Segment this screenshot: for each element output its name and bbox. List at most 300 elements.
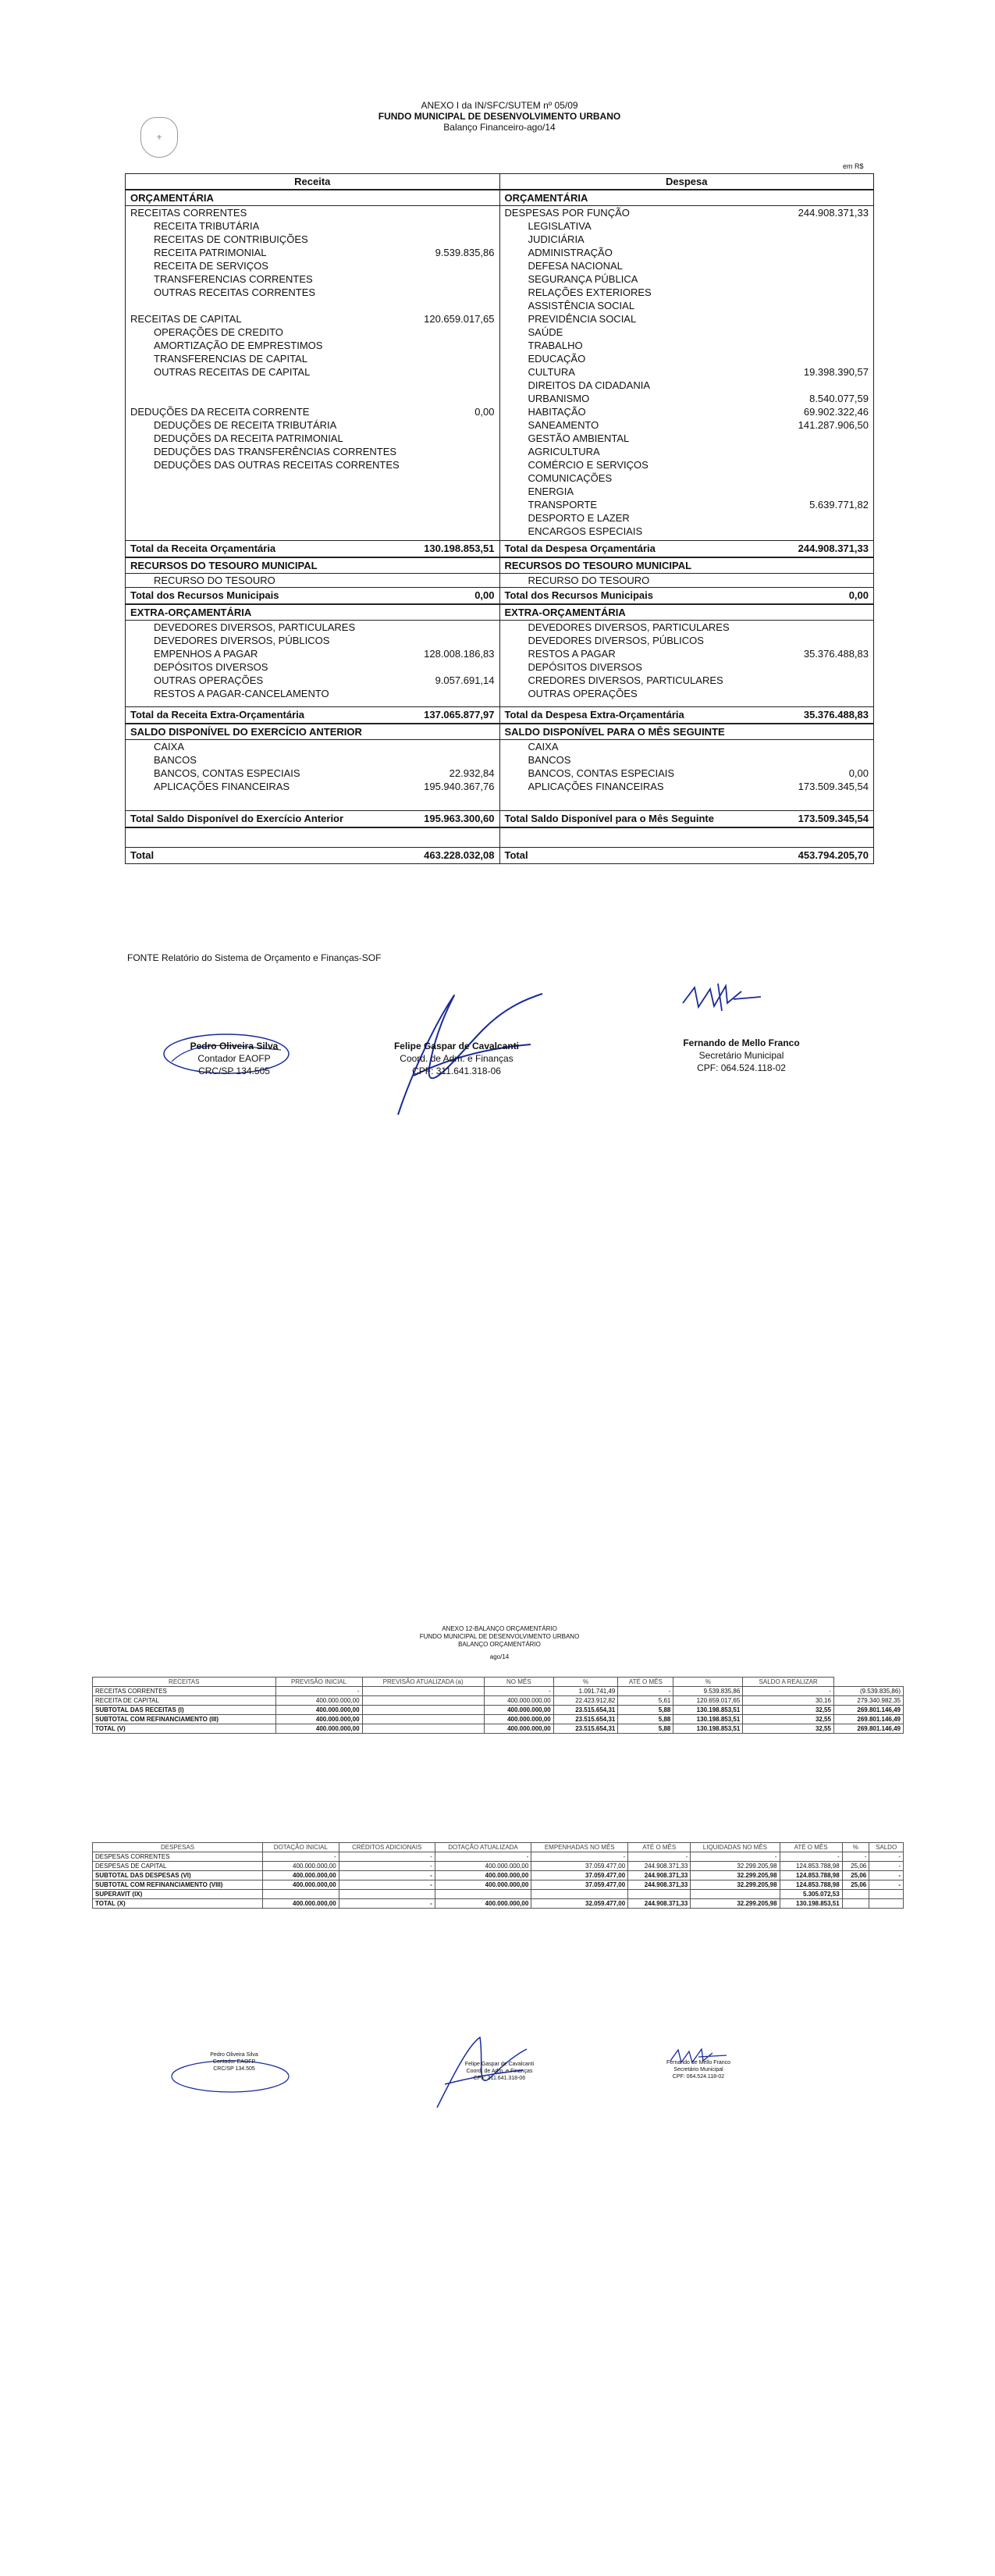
receitas-column-header: SALDO A REALIZAR xyxy=(743,1678,834,1687)
extra-despesa-row xyxy=(500,687,874,700)
despesas-column-header: CRÉDITOS ADICIONAIS xyxy=(339,1843,435,1852)
receita-row xyxy=(126,339,499,352)
extra-receita-row xyxy=(126,687,499,700)
despesas-cell: - xyxy=(263,1852,339,1862)
despesa-row xyxy=(500,365,874,379)
despesa-label: SAÚDE xyxy=(528,326,563,338)
receita-value: 0,00 xyxy=(474,406,495,418)
receitas-cell: 32,55 xyxy=(743,1715,834,1724)
despesa-row xyxy=(500,352,874,365)
extra-right-rows xyxy=(500,621,874,706)
despesas-cell: 32.299.205,98 xyxy=(691,1899,780,1909)
despesas-cell xyxy=(869,1890,904,1899)
receitas-cell: - xyxy=(618,1687,673,1696)
despesas-cell: - xyxy=(339,1871,435,1880)
despesas-row xyxy=(93,1880,904,1890)
receitas-cell: 5,88 xyxy=(618,1715,673,1724)
signature-block-p2-2: Felipe Gaspar de Cavalcanti Coord. de Adm. e Finanças CPF: 311.641.318-06 xyxy=(464,2062,535,2081)
despesa-row xyxy=(500,432,874,445)
receita-label: DEDUÇÕES DA RECEITA CORRENTE xyxy=(130,406,310,418)
despesas-cell: 124.853.788,98 xyxy=(780,1871,842,1880)
receitas-cell: 279.340.982,35 xyxy=(833,1696,903,1706)
despesas-row-label: SUPERAVIT (IX) xyxy=(93,1890,263,1899)
receita-row xyxy=(126,246,499,259)
despesas-cell: - xyxy=(691,1852,780,1862)
receita-row xyxy=(126,286,499,299)
despesa-label: AGRICULTURA xyxy=(528,446,600,457)
saldo-seguinte-label: CAIXA xyxy=(528,741,559,753)
extra-despesa-row xyxy=(500,660,874,674)
annex-title: ANEXO I da IN/SFC/SUTEM nº 05/09 xyxy=(421,100,578,111)
despesa-label: URBANISMO xyxy=(528,393,590,404)
orc-right-total: Total da Despesa Orçamentária 244.908.371,33 xyxy=(500,540,874,558)
entity-title: FUNDO MUNICIPAL DE DESENVOLVIMENTO URBANO xyxy=(378,111,621,122)
grand-right-total: Total 453.794.205,70 xyxy=(500,847,874,863)
receita-row xyxy=(126,233,499,246)
despesas-column-header: LIQUIDADAS NO MÊS xyxy=(691,1843,780,1852)
despesa-row xyxy=(500,326,874,339)
despesa-row xyxy=(500,525,874,538)
despesa-label: HABITAÇÃO xyxy=(528,406,586,418)
orc-left-total: Total da Receita Orçamentária 130.198.853,51 xyxy=(126,540,500,558)
receitas-cell: 400.000.000,00 xyxy=(484,1724,553,1734)
extra-left-rows xyxy=(126,621,500,706)
extra-right-total: Total da Despesa Extra-Orçamentária 35.376.488,83 xyxy=(500,706,874,724)
extra-receita-row xyxy=(126,634,499,647)
signature-block-3: Fernando de Mello Franco Secretário Municipal CPF: 064.524.118-02 xyxy=(683,1037,800,1073)
despesa-row xyxy=(500,418,874,432)
despesas-cell: - xyxy=(339,1862,435,1871)
receitas-cell: 269.801.146,49 xyxy=(833,1724,903,1734)
despesa-label: TRANSPORTE xyxy=(528,499,598,511)
despesa-row xyxy=(500,206,874,219)
receitas-row xyxy=(93,1706,904,1715)
receita-label: RECEITAS DE CONTRIBUIÇÕES xyxy=(154,233,308,245)
receitas-column-header: ATÉ O MÊS xyxy=(618,1678,673,1687)
despesas-cell: 244.908.371,33 xyxy=(628,1862,691,1871)
receita-label: DEDUÇÕES DAS TRANSFERÊNCIAS CORRENTES xyxy=(154,446,397,457)
extra-receita-label: DEVEDORES DIVERSOS, PÚBLICOS xyxy=(154,635,330,646)
receitas-cell xyxy=(362,1724,484,1734)
despesa-row xyxy=(500,246,874,259)
despesas-cell: 400.000.000,00 xyxy=(263,1880,339,1890)
extra-despesa-row xyxy=(500,634,874,647)
despesas-cell: 130.198.853,51 xyxy=(780,1899,842,1909)
despesas-row xyxy=(93,1862,904,1871)
tesouro-right-row: RECURSO DO TESOURO xyxy=(528,575,650,586)
despesas-cell xyxy=(339,1890,435,1899)
receita-row xyxy=(126,299,499,312)
receita-row xyxy=(126,272,499,286)
despesas-cell: 400.000.000,00 xyxy=(435,1880,531,1890)
extra-despesa-label: DEPÓSITOS DIVERSOS xyxy=(528,661,642,673)
receitas-cell: 5,88 xyxy=(618,1724,673,1734)
despesa-row xyxy=(500,233,874,246)
source-note: FONTE Relatório do Sistema de Orçamento e Finanças-SOF xyxy=(127,952,382,963)
receitas-cell: 130.198.853,51 xyxy=(673,1706,743,1715)
despesa-value: 69.902.322,46 xyxy=(803,406,869,418)
saldo-anterior-row xyxy=(126,740,499,753)
extra-despesa-row xyxy=(500,647,874,660)
despesa-header: Despesa xyxy=(666,176,708,187)
extra-left-total: Total da Receita Extra-Orçamentária 137.065.877,97 xyxy=(126,706,500,724)
receitas-cell: - xyxy=(275,1687,362,1696)
despesas-cell: 400.000.000,00 xyxy=(435,1871,531,1880)
receita-label: OUTRAS RECEITAS DE CAPITAL xyxy=(154,366,311,378)
despesas-cell: - xyxy=(628,1852,691,1862)
despesas-column-header: ATÉ O MÊS xyxy=(780,1843,842,1852)
receitas-cell: - xyxy=(743,1687,834,1696)
receita-row xyxy=(126,432,499,445)
municipal-crest-icon: ⚜ xyxy=(140,117,178,158)
despesas-cell: - xyxy=(842,1852,869,1862)
signature-scribble-fernando xyxy=(679,980,765,1023)
receita-row xyxy=(126,445,499,458)
receitas-cell: 23.515.654,31 xyxy=(553,1706,618,1715)
despesa-label: ADMINISTRAÇÃO xyxy=(528,247,613,258)
receita-label: RECEITA TRIBUTÁRIA xyxy=(154,220,260,232)
extra-receita-value: 9.057.691,14 xyxy=(435,674,495,686)
receitas-cell: 400.000.000,00 xyxy=(484,1715,553,1724)
despesas-cell: 25,06 xyxy=(842,1880,869,1890)
extra-receita-row xyxy=(126,647,499,660)
despesas-column-header: % xyxy=(842,1843,869,1852)
saldo-left-title: SALDO DISPONÍVEL DO EXERCÍCIO ANTERIOR xyxy=(126,724,500,740)
despesas-column-header: DOTAÇÃO ATUALIZADA xyxy=(435,1843,531,1852)
extra-despesa-label: OUTRAS OPERAÇÕES xyxy=(528,688,638,699)
despesas-cell: - xyxy=(339,1852,435,1862)
signature-block-p2-1: Pedro Oliveira Silva Contador EAOFP CRC/SP 134.505 xyxy=(210,2052,258,2072)
despesas-cell: - xyxy=(869,1880,904,1890)
signature-block-1: Pedro Oliveira Silva Contador EAOFP CRC/SP 134.505 xyxy=(190,1041,279,1076)
extra-receita-label: RESTOS A PAGAR-CANCELAMENTO xyxy=(154,688,329,699)
receitas-cell: 400.000.000,00 xyxy=(275,1706,362,1715)
receita-label: RECEITAS DE CAPITAL xyxy=(130,313,242,325)
receitas-cell: 5,61 xyxy=(618,1696,673,1706)
receitas-cell: 23.515.654,31 xyxy=(553,1715,618,1724)
despesas-cell xyxy=(842,1890,869,1899)
orc-left-rows xyxy=(126,206,500,540)
despesa-row xyxy=(500,498,874,511)
despesas-cell: 37.059.477,00 xyxy=(531,1862,628,1871)
despesas-row-label: TOTAL (X) xyxy=(93,1899,263,1909)
extra-despesa-value: 35.376.488,83 xyxy=(803,648,869,660)
receita-label: DEDUÇÕES DAS OUTRAS RECEITAS CORRENTES xyxy=(154,459,400,471)
page1-header xyxy=(234,100,765,133)
saldo-anterior-label: APLICAÇÕES FINANCEIRAS xyxy=(154,781,290,792)
despesas-table xyxy=(92,1842,904,1909)
despesa-row xyxy=(500,405,874,418)
saldo-right-rows xyxy=(500,740,874,810)
saldo-seguinte-row xyxy=(500,767,874,780)
receitas-cell: - xyxy=(484,1687,553,1696)
despesa-label: SANEAMENTO xyxy=(528,419,599,431)
despesas-row-label: SUBTOTAL COM REFINANCIAMENTO (VIII) xyxy=(93,1880,263,1890)
despesas-cell: 400.000.000,00 xyxy=(263,1871,339,1880)
receitas-column-header: PREVISÃO ATUALIZADA (a) xyxy=(362,1678,484,1687)
receitas-cell: 9.539.835,86 xyxy=(673,1687,743,1696)
despesas-cell: - xyxy=(531,1852,628,1862)
receita-value: 9.539.835,86 xyxy=(435,247,495,258)
despesa-label: TRABALHO xyxy=(528,340,583,351)
despesa-row xyxy=(500,272,874,286)
despesa-label: LEGISLATIVA xyxy=(528,220,592,232)
receitas-cell: 32,55 xyxy=(743,1724,834,1734)
despesa-row xyxy=(500,259,874,272)
receita-label: OPERAÇÕES DE CREDITO xyxy=(154,326,283,338)
despesa-row xyxy=(500,379,874,392)
despesa-label: ENERGIA xyxy=(528,486,574,497)
despesas-cell xyxy=(263,1890,339,1899)
receitas-cell: 400.000.000,00 xyxy=(484,1706,553,1715)
receita-label: RECEITAS CORRENTES xyxy=(130,207,247,219)
despesa-label: COMÉRCIO E SERVIÇOS xyxy=(528,459,649,471)
tesouro-right-title: RECURSOS DO TESOURO MUNICIPAL xyxy=(500,558,874,574)
unit-label: em R$ xyxy=(843,162,864,170)
despesa-label: RELAÇÕES EXTERIORES xyxy=(528,286,652,298)
despesas-row-label: DESPESAS CORRENTES xyxy=(93,1852,263,1862)
receitas-table xyxy=(92,1677,904,1734)
balance-sheet-table xyxy=(125,173,874,864)
orc-left-title: ORÇAMENTÁRIA xyxy=(126,190,500,206)
despesa-label: JUDICIÁRIA xyxy=(528,233,585,245)
despesas-column-header: DESPESAS xyxy=(93,1843,263,1852)
despesa-label: CULTURA xyxy=(528,366,575,378)
receitas-row-label: RECEITA DE CAPITAL xyxy=(93,1696,276,1706)
saldo-anterior-label: BANCOS xyxy=(154,754,197,766)
despesas-cell: 244.908.371,33 xyxy=(628,1871,691,1880)
receitas-cell: 130.198.853,51 xyxy=(673,1724,743,1734)
despesas-cell: 32.059.477,00 xyxy=(531,1899,628,1909)
receitas-row xyxy=(93,1715,904,1724)
receitas-cell xyxy=(362,1696,484,1706)
receita-label: AMORTIZAÇÃO DE EMPRESTIMOS xyxy=(154,340,323,351)
despesas-row xyxy=(93,1852,904,1862)
despesas-cell: 124.853.788,98 xyxy=(780,1862,842,1871)
receita-row xyxy=(126,352,499,365)
extra-despesa-label: RESTOS A PAGAR xyxy=(528,648,616,660)
receitas-cell: 30,16 xyxy=(743,1696,834,1706)
despesa-value: 244.908.371,33 xyxy=(798,207,869,219)
saldo-seguinte-label: APLICAÇÕES FINANCEIRAS xyxy=(528,781,664,792)
saldo-anterior-value: 195.940.367,76 xyxy=(424,781,495,792)
receitas-cell: 400.000.000,00 xyxy=(484,1696,553,1706)
extra-receita-label: EMPENHOS A PAGAR xyxy=(154,648,258,660)
receita-row xyxy=(126,379,499,392)
despesas-cell xyxy=(628,1890,691,1899)
despesas-cell: 37.059.477,00 xyxy=(531,1871,628,1880)
extra-receita-label: DEPÓSITOS DIVERSOS xyxy=(154,661,268,673)
receita-label: TRANSFERENCIAS CORRENTES xyxy=(154,273,313,285)
receitas-cell xyxy=(362,1715,484,1724)
receitas-cell: 400.000.000,00 xyxy=(275,1724,362,1734)
receita-row xyxy=(126,206,499,219)
receita-row xyxy=(126,392,499,405)
orc-right-rows xyxy=(500,206,874,540)
despesas-column-header: DOTAÇÃO INICIAL xyxy=(263,1843,339,1852)
extra-receita-row xyxy=(126,660,499,674)
extra-despesa-label: CREDORES DIVERSOS, PARTICULARES xyxy=(528,674,723,686)
despesas-cell: 400.000.000,00 xyxy=(435,1862,531,1871)
saldo-seguinte-row xyxy=(500,780,874,793)
saldo-anterior-row xyxy=(126,753,499,767)
receitas-column-header: PREVISÃO INICIAL xyxy=(275,1678,362,1687)
receitas-cell: 22.423.912,82 xyxy=(553,1696,618,1706)
tesouro-left-row: RECURSO DO TESOURO xyxy=(154,575,275,586)
despesas-row-label: SUBTOTAL DAS DESPESAS (VI) xyxy=(93,1871,263,1880)
receita-row xyxy=(126,219,499,233)
despesas-row xyxy=(93,1890,904,1899)
despesa-label: ASSISTÊNCIA SOCIAL xyxy=(528,300,635,311)
receita-header: Receita xyxy=(126,174,500,189)
despesa-row xyxy=(500,286,874,299)
despesas-cell: 37.059.477,00 xyxy=(531,1880,628,1890)
report-subtitle: Balanço Financeiro-ago/14 xyxy=(443,122,556,133)
despesa-value: 19.398.390,57 xyxy=(803,366,869,378)
receita-row xyxy=(126,365,499,379)
despesa-value: 8.540.077,59 xyxy=(809,393,869,404)
receitas-column-header: % xyxy=(553,1678,618,1687)
despesa-label: PREVIDÊNCIA SOCIAL xyxy=(528,313,637,325)
receita-row xyxy=(126,418,499,432)
saldo-seguinte-label: BANCOS, CONTAS ESPECIAIS xyxy=(528,767,675,779)
extra-receita-label: DEVEDORES DIVERSOS, PARTICULARES xyxy=(154,621,356,633)
despesas-cell: - xyxy=(780,1852,842,1862)
despesas-cell: 244.908.371,33 xyxy=(628,1880,691,1890)
extra-left-title: EXTRA-ORÇAMENTÁRIA xyxy=(126,605,500,621)
tesouro-left-title: RECURSOS DO TESOURO MUNICIPAL xyxy=(126,558,500,574)
receitas-cell: 1.091.741,49 xyxy=(553,1687,618,1696)
saldo-seguinte-value: 0,00 xyxy=(848,767,869,779)
receitas-row-label: SUBTOTAL COM REFINANCIAMENTO (III) xyxy=(93,1715,276,1724)
despesas-cell: 400.000.000,00 xyxy=(263,1862,339,1871)
despesas-cell: - xyxy=(339,1880,435,1890)
despesa-label: ENCARGOS ESPECIAIS xyxy=(528,525,643,537)
despesa-row xyxy=(500,485,874,498)
grand-left-total: Total 463.228.032,08 xyxy=(126,847,500,863)
despesas-cell: - xyxy=(869,1871,904,1880)
despesa-value: 5.639.771,82 xyxy=(809,499,869,511)
receitas-row xyxy=(93,1724,904,1734)
receita-label: DEDUÇÕES DA RECEITA PATRIMONIAL xyxy=(154,432,343,444)
despesas-column-header: EMPENHADAS NO MÊS xyxy=(531,1843,628,1852)
receitas-cell: (9.539.835,86) xyxy=(833,1687,903,1696)
saldo-anterior-row xyxy=(126,780,499,793)
receitas-column-header: % xyxy=(673,1678,743,1687)
receitas-cell: 32,55 xyxy=(743,1706,834,1715)
extra-receita-value: 128.008.186,83 xyxy=(424,648,495,660)
despesa-row xyxy=(500,511,874,525)
receitas-row-label: SUBTOTAL DAS RECEITAS (I) xyxy=(93,1706,276,1715)
receitas-cell: 23.515.654,31 xyxy=(553,1724,618,1734)
despesas-cell: 25,06 xyxy=(842,1862,869,1871)
despesa-label: EDUCAÇÃO xyxy=(528,353,586,365)
extra-despesa-label: DEVEDORES DIVERSOS, PARTICULARES xyxy=(528,621,730,633)
despesas-cell: 124.853.788,98 xyxy=(780,1880,842,1890)
despesa-row xyxy=(500,458,874,471)
despesas-cell: - xyxy=(869,1862,904,1871)
despesa-row xyxy=(500,312,874,326)
tesouro-right-total: Total dos Recursos Municipais 0,00 xyxy=(500,587,874,605)
saldo-right-title: SALDO DISPONÍVEL PARA O MÊS SEGUINTE xyxy=(500,724,874,740)
receitas-cell xyxy=(362,1687,484,1696)
saldo-seguinte-row xyxy=(500,753,874,767)
receita-row xyxy=(126,458,499,471)
despesas-cell xyxy=(691,1890,780,1899)
despesa-row xyxy=(500,339,874,352)
receitas-column-header: NO MÊS xyxy=(484,1678,553,1687)
receitas-row-label: TOTAL (V) xyxy=(93,1724,276,1734)
extra-right-title: EXTRA-ORÇAMENTÁRIA xyxy=(500,605,874,621)
despesa-row xyxy=(500,392,874,405)
despesas-cell: - xyxy=(435,1852,531,1862)
receita-row xyxy=(126,326,499,339)
saldo-anterior-label: CAIXA xyxy=(154,741,185,753)
receitas-cell: 400.000.000,00 xyxy=(275,1696,362,1706)
despesa-row xyxy=(500,445,874,458)
extra-despesa-label: DEVEDORES DIVERSOS, PÚBLICOS xyxy=(528,635,704,646)
receitas-row-label: RECEITAS CORRENTES xyxy=(93,1687,276,1696)
despesas-cell: 32.299.205,98 xyxy=(691,1880,780,1890)
despesas-cell: 400.000.000,00 xyxy=(435,1899,531,1909)
despesas-cell: 32.299.205,98 xyxy=(691,1862,780,1871)
receita-label: DEDUÇÕES DE RECEITA TRIBUTÁRIA xyxy=(154,419,337,431)
receitas-row xyxy=(93,1696,904,1706)
saldo-anterior-label: BANCOS, CONTAS ESPECIAIS xyxy=(154,767,300,779)
receita-row xyxy=(126,259,499,272)
receita-row xyxy=(126,405,499,418)
orc-right-title: ORÇAMENTÁRIA xyxy=(500,190,874,206)
extra-receita-row xyxy=(126,674,499,687)
despesas-row-label: DESPESAS DE CAPITAL xyxy=(93,1862,263,1871)
signature-block-2: Felipe Gaspar de Cavalcanti Coord. de Adm. e Finanças CPF: 311.641.318-06 xyxy=(393,1041,520,1076)
despesas-row xyxy=(93,1899,904,1909)
receita-label: OUTRAS RECEITAS CORRENTES xyxy=(154,286,316,298)
despesas-column-header: SALDO xyxy=(869,1843,904,1852)
despesa-label: DESPORTO E LAZER xyxy=(528,512,630,524)
saldo-seguinte-row xyxy=(500,740,874,753)
receitas-column-header: RECEITAS xyxy=(93,1678,276,1687)
receita-row xyxy=(126,312,499,326)
despesa-label: DIREITOS DA CIDADANIA xyxy=(528,379,651,391)
despesa-row xyxy=(500,299,874,312)
page2-header: ANEXO 12-BALANÇO ORÇAMENTÁRIO FUNDO MUNICIPAL DE DESENVOLVIMENTO URBANO BALANÇO ORÇAMENTÁRIO ago/14 xyxy=(419,1625,580,1660)
despesa-label: DEFESA NACIONAL xyxy=(528,260,623,272)
despesas-cell: 25,06 xyxy=(842,1871,869,1880)
receitas-cell: 269.801.146,49 xyxy=(833,1706,903,1715)
despesas-column-header: ATÉ O MÊS xyxy=(628,1843,691,1852)
despesas-cell: 400.000.000,00 xyxy=(263,1899,339,1909)
despesas-cell: 5.305.072,53 xyxy=(780,1890,842,1899)
despesas-cell xyxy=(435,1890,531,1899)
extra-despesa-row xyxy=(500,674,874,687)
receita-label: TRANSFERENCIAS DE CAPITAL xyxy=(154,353,307,365)
despesa-label: COMUNICAÇÕES xyxy=(528,472,613,484)
saldo-anterior-value: 22.932,84 xyxy=(449,767,495,779)
despesas-cell: - xyxy=(869,1852,904,1862)
saldo-seguinte-value: 173.509.345,54 xyxy=(798,781,869,792)
tesouro-left-total: Total dos Recursos Municipais 0,00 xyxy=(126,587,500,605)
despesas-cell: 244.908.371,33 xyxy=(628,1899,691,1909)
receitas-cell: 5,88 xyxy=(618,1706,673,1715)
despesa-label: DESPESAS POR FUNÇÃO xyxy=(504,207,630,219)
saldo-anterior-row xyxy=(126,767,499,780)
signature-block-p2-3: Fernando de Mello Franco Secretário Municipal CPF: 064.524.118-02 xyxy=(666,2060,731,2080)
despesa-row xyxy=(500,471,874,485)
saldo-right-total: Total Saldo Disponível para o Mês Seguinte 173.509.345,54 xyxy=(500,810,874,828)
despesas-cell: 32.299.205,98 xyxy=(691,1871,780,1880)
saldo-left-total: Total Saldo Disponível do Exercício Anterior 195.963.300,60 xyxy=(126,810,500,828)
